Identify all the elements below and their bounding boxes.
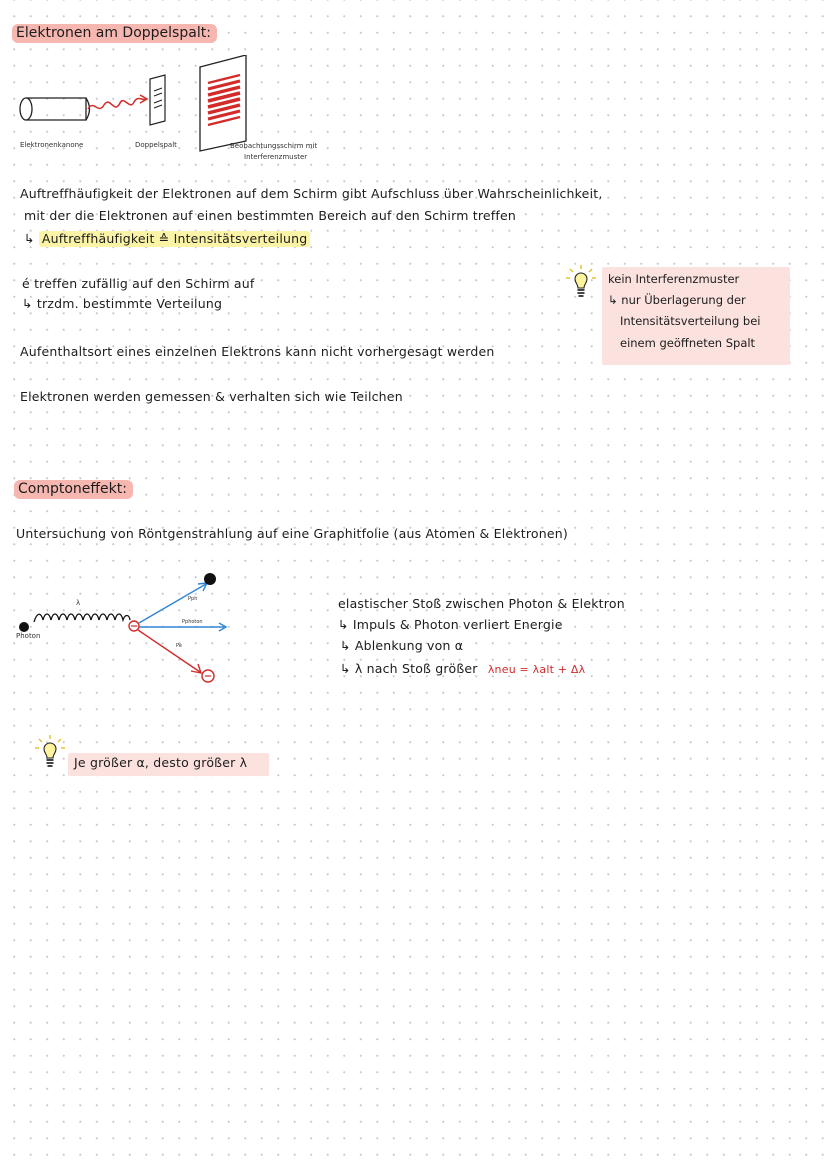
compton-point1: elastischer Stoß zwischen Photon & Elektron — [338, 596, 625, 611]
label-photon: Photon — [16, 632, 41, 640]
note-line2: ↳ nur Überlagerung der — [608, 293, 746, 307]
para2-line2-wrap — [22, 296, 222, 311]
label-pe: Pé — [176, 643, 182, 649]
compton-formula: λneu = λalt + Δλ — [487, 663, 586, 676]
para1-arrow: ↳ — [24, 231, 35, 246]
label-pph: Pph — [188, 596, 198, 602]
label-electron-gun: Elektronenkanone — [20, 141, 84, 149]
lightbulb-icon — [34, 734, 66, 774]
para1-highlight: Auftreffhäufigkeit ≙ Intensitätsverteilung — [39, 231, 311, 247]
label-pphoton: Pphoton — [182, 619, 203, 625]
section-title-compton: Comptoneffekt: — [14, 480, 133, 499]
compton-point3: ↳ Ablenkung von α — [340, 638, 464, 653]
para2-line2: trzdm. bestimmte Verteilung — [36, 296, 223, 311]
note-line3: Intensitätsverteilung bei — [620, 314, 761, 328]
para1-line1: Auftreffhäufigkeit der Elektronen auf dem Schirm gibt Aufschluss über Wahrscheinlichkeit, — [20, 186, 603, 201]
para2-line1: é treffen zufällig auf den Schirm auf — [22, 276, 255, 291]
screen-drawing — [200, 55, 246, 151]
label-lambda: λ — [76, 599, 81, 607]
para1-line2: mit der die Elektronen auf einen bestimmten Bereich auf den Schirm treffen — [24, 208, 517, 223]
compton-point2: ↳ Impuls & Photon verliert Energie — [338, 617, 563, 632]
para3: Aufenthaltsort eines einzelnen Elektrons kann nicht vorhergesagt werden — [20, 344, 495, 359]
double-slit-plate-drawing — [150, 75, 165, 125]
electron-gun-drawing — [20, 98, 90, 120]
electron-wave-drawing — [88, 98, 146, 109]
para2-arrow: ↳ — [22, 296, 33, 311]
compton-intro: Untersuchung von Röntgenstrahlung auf eine Graphitfolie (aus Atomen & Elektronen) — [16, 526, 568, 541]
para4: Elektronen werden gemessen & verhalten sich wie Teilchen — [20, 389, 403, 404]
photon-dot — [19, 622, 29, 632]
scattered-photon-dot — [204, 573, 216, 585]
tip-box: Je größer α, desto größer λ — [68, 753, 269, 776]
section-title-doppelspalt: Elektronen am Doppelspalt: — [12, 24, 217, 43]
note-line4: einem geöffneten Spalt — [620, 336, 756, 350]
compton-point4-wrap — [340, 661, 585, 676]
lightbulb-icon — [565, 264, 597, 300]
compton-point4: ↳ λ nach Stoß größer — [340, 661, 478, 676]
para1-result — [24, 231, 310, 246]
incoming-wave-drawing — [34, 614, 130, 622]
label-double-slit: Doppelspalt — [135, 141, 177, 149]
compton-diagram — [10, 568, 250, 693]
note-box — [602, 267, 790, 365]
note-line1: kein Interferenzmuster — [608, 272, 740, 286]
label-screen-line2: Interferenzmuster — [244, 153, 308, 161]
label-screen-line1: Beobachtungsschirm mit — [230, 142, 318, 150]
